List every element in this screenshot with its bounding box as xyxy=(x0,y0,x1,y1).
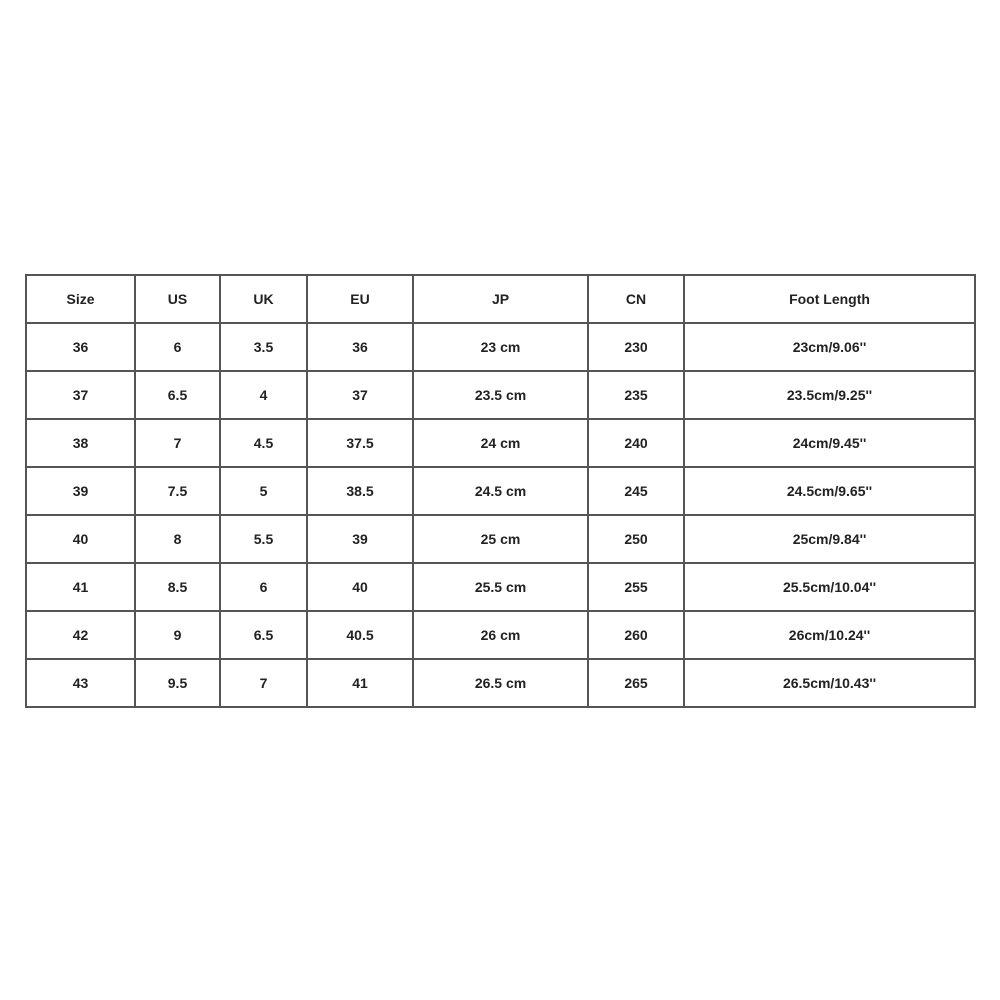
table-cell: 245 xyxy=(588,467,684,515)
table-row xyxy=(26,659,975,707)
table-cell: 40 xyxy=(307,563,413,611)
table-cell: 265 xyxy=(588,659,684,707)
table-cell: 40 xyxy=(26,515,135,563)
header-cell-jp: JP xyxy=(413,275,588,323)
table-cell: 23cm/9.06'' xyxy=(684,323,975,371)
table-cell: 25cm/9.84'' xyxy=(684,515,975,563)
table-cell: 36 xyxy=(26,323,135,371)
table-cell: 24.5cm/9.65'' xyxy=(684,467,975,515)
table-cell: 235 xyxy=(588,371,684,419)
table-cell: 25 cm xyxy=(413,515,588,563)
table-cell: 36 xyxy=(307,323,413,371)
table-row xyxy=(26,563,975,611)
table-cell: 41 xyxy=(26,563,135,611)
header-cell-uk: UK xyxy=(220,275,307,323)
header-cell-eu: EU xyxy=(307,275,413,323)
table-cell: 240 xyxy=(588,419,684,467)
table-cell: 6.5 xyxy=(135,371,220,419)
table-row xyxy=(26,419,975,467)
table-cell: 7 xyxy=(220,659,307,707)
table-cell: 37 xyxy=(26,371,135,419)
table-row xyxy=(26,515,975,563)
table-cell: 39 xyxy=(307,515,413,563)
header-cell-cn: CN xyxy=(588,275,684,323)
table-cell: 24cm/9.45'' xyxy=(684,419,975,467)
header-row xyxy=(26,275,975,323)
table-cell: 39 xyxy=(26,467,135,515)
table-cell: 6 xyxy=(135,323,220,371)
table-cell: 41 xyxy=(307,659,413,707)
table-cell: 9.5 xyxy=(135,659,220,707)
table-cell: 26cm/10.24'' xyxy=(684,611,975,659)
table-row xyxy=(26,323,975,371)
table-cell: 8 xyxy=(135,515,220,563)
table-cell: 255 xyxy=(588,563,684,611)
table-cell: 43 xyxy=(26,659,135,707)
table-cell: 24.5 cm xyxy=(413,467,588,515)
header-cell-us: US xyxy=(135,275,220,323)
table-cell: 23.5 cm xyxy=(413,371,588,419)
table-cell: 23.5cm/9.25'' xyxy=(684,371,975,419)
table-cell: 23 cm xyxy=(413,323,588,371)
table-cell: 4 xyxy=(220,371,307,419)
table-cell: 260 xyxy=(588,611,684,659)
table-cell: 6.5 xyxy=(220,611,307,659)
table-cell: 7.5 xyxy=(135,467,220,515)
table-cell: 37 xyxy=(307,371,413,419)
table-cell: 9 xyxy=(135,611,220,659)
table-row xyxy=(26,467,975,515)
table-cell: 25.5cm/10.04'' xyxy=(684,563,975,611)
table-cell: 25.5 cm xyxy=(413,563,588,611)
size-chart-table xyxy=(25,274,976,708)
table-cell: 230 xyxy=(588,323,684,371)
table-cell: 6 xyxy=(220,563,307,611)
table-cell: 5 xyxy=(220,467,307,515)
table-cell: 8.5 xyxy=(135,563,220,611)
table-row xyxy=(26,371,975,419)
table-cell: 250 xyxy=(588,515,684,563)
table-cell: 4.5 xyxy=(220,419,307,467)
table-cell: 40.5 xyxy=(307,611,413,659)
table-cell: 26.5 cm xyxy=(413,659,588,707)
table-cell: 37.5 xyxy=(307,419,413,467)
table-cell: 5.5 xyxy=(220,515,307,563)
table-row xyxy=(26,611,975,659)
table-cell: 7 xyxy=(135,419,220,467)
table-cell: 38.5 xyxy=(307,467,413,515)
table-cell: 42 xyxy=(26,611,135,659)
table-cell: 24 cm xyxy=(413,419,588,467)
table-cell: 38 xyxy=(26,419,135,467)
table-cell: 26 cm xyxy=(413,611,588,659)
table-cell: 3.5 xyxy=(220,323,307,371)
header-cell-size: Size xyxy=(26,275,135,323)
table-cell: 26.5cm/10.43'' xyxy=(684,659,975,707)
header-cell-foot-length: Foot Length xyxy=(684,275,975,323)
